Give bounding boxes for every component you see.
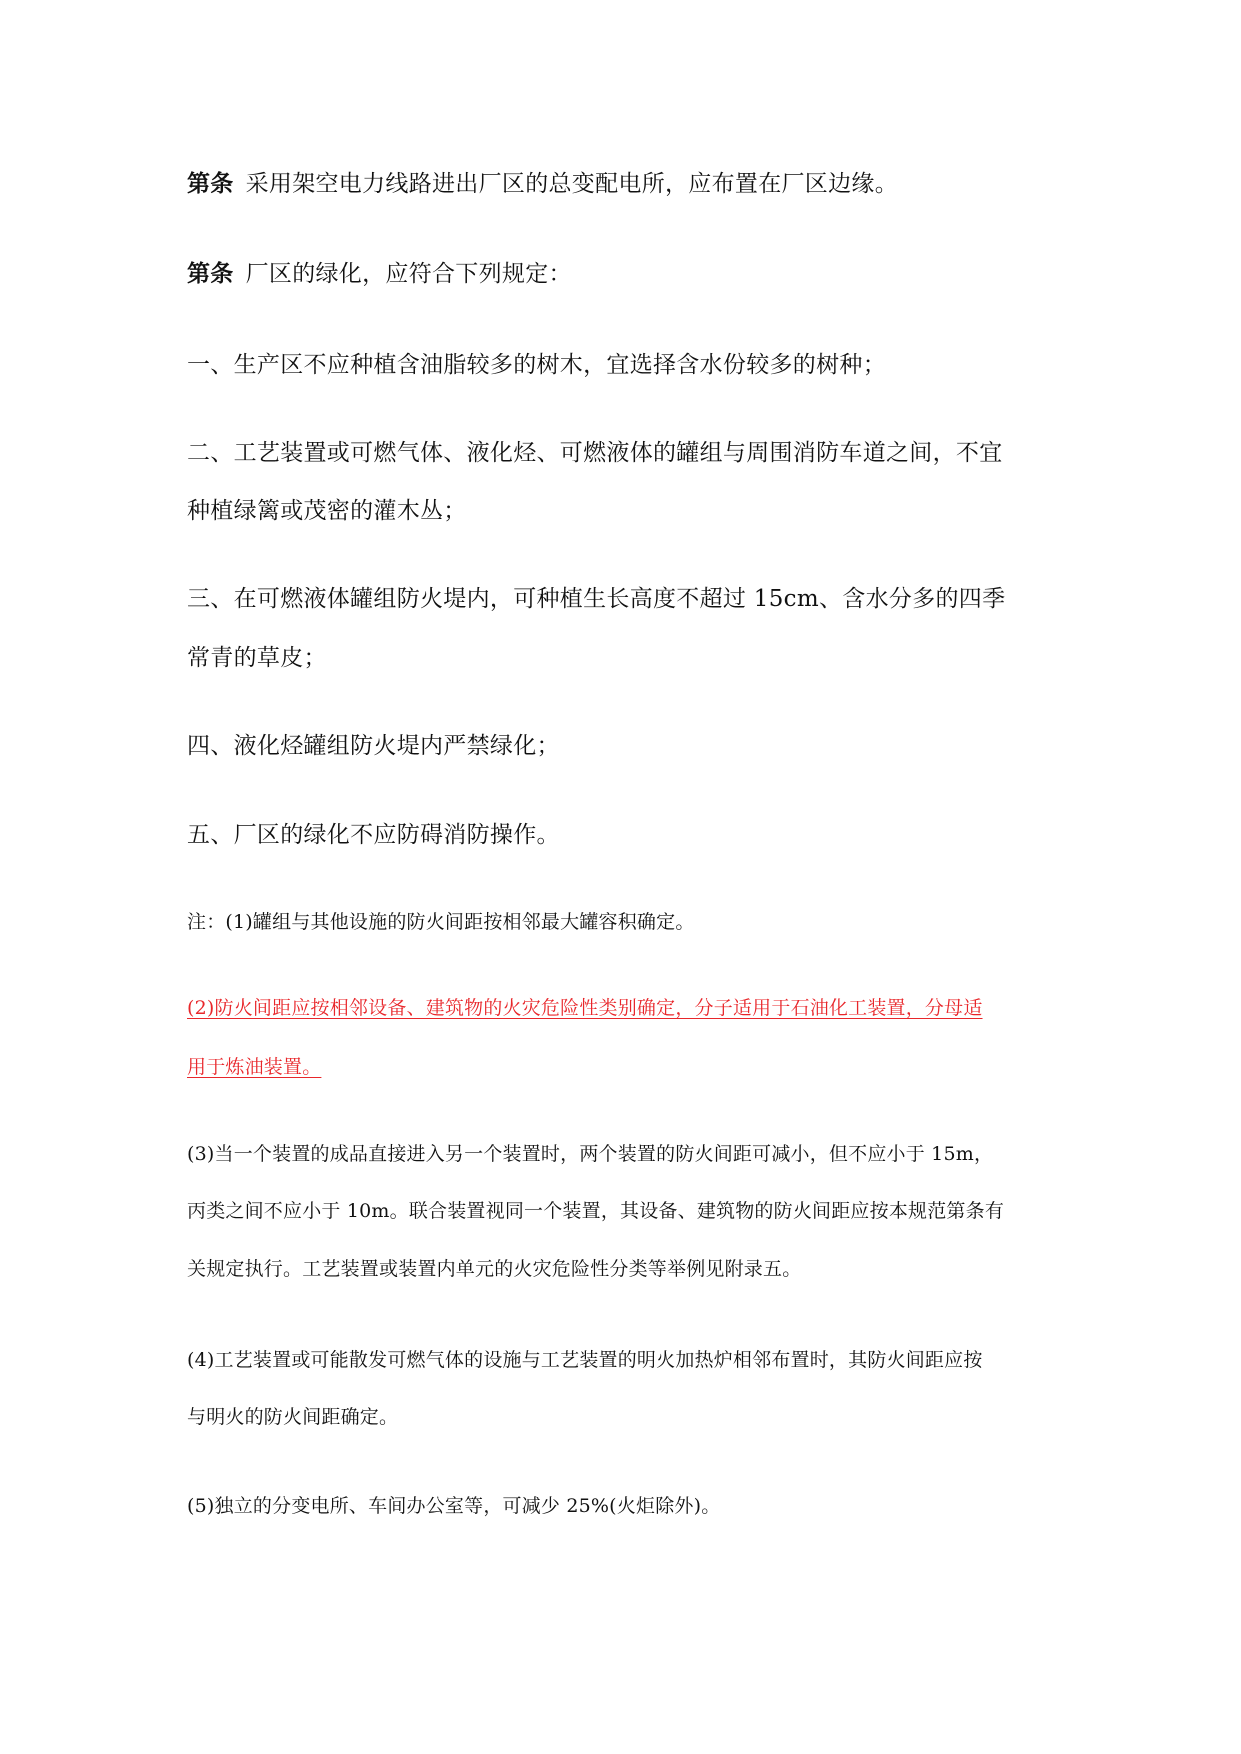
article-2-text: 厂区的绿化，应符合下列规定：	[245, 261, 572, 287]
list-item: 种植绿篱或茂密的灌木丛；	[187, 498, 467, 524]
article-1-text: 采用架空电力线路进出厂区的总变配电所，应布置在厂区边缘。	[245, 171, 899, 197]
note-3-line-2: 丙类之间不应小于 10m。联合装置视同一个装置，其设备、建筑物的防火间距应按本规范第条有	[187, 1200, 1005, 1222]
list-item: 二、工艺装置或可燃气体、液化烃、可燃液体的罐组与周围消防车道之间，不宜	[187, 440, 1003, 466]
list-item: 四、液化烃罐组防火堤内严禁绿化；	[187, 733, 560, 759]
list-item: 五、厂区的绿化不应防碍消防操作。	[187, 822, 560, 848]
article-1	[187, 165, 898, 198]
note-3-line-3: 关规定执行。工艺装置或装置内单元的火灾危险性分类等举例见附录五。	[187, 1258, 802, 1280]
note-3-line-1: (3)当一个装置的成品直接进入另一个装置时，两个装置的防火间距可减小，但不应小于 15m，	[187, 1143, 994, 1165]
article-1-label: 第条	[187, 170, 234, 197]
list-item: 三、在可燃液体罐组防火堤内，可种植生长高度不超过 15cm、含水分多的四季	[187, 586, 1006, 612]
note-2-line-2: 用于炼油装置。	[187, 1056, 322, 1078]
article-2	[187, 255, 572, 288]
note-4-line-2: 与明火的防火间距确定。	[187, 1406, 399, 1428]
note-5: (5)独立的分变电所、车间办公室等，可减少 25%(火炬除外)。	[187, 1495, 721, 1517]
list-item: 常青的草皮；	[187, 645, 327, 671]
note-1: 注：(1)罐组与其他设施的防火间距按相邻最大罐容积确定。	[187, 911, 695, 933]
list-item: 一、生产区不应种植含油脂较多的树木，宜选择含水份较多的树种；	[187, 352, 886, 378]
note-4-line-1: (4)工艺装置或可能散发可燃气体的设施与工艺装置的明火加热炉相邻布置时，其防火间距应按	[187, 1349, 983, 1371]
article-2-label: 第条	[187, 260, 234, 287]
note-2-line-1: (2)防火间距应按相邻设备、建筑物的火灾危险性类别确定，分子适用于石油化工装置，分母适	[187, 997, 983, 1019]
